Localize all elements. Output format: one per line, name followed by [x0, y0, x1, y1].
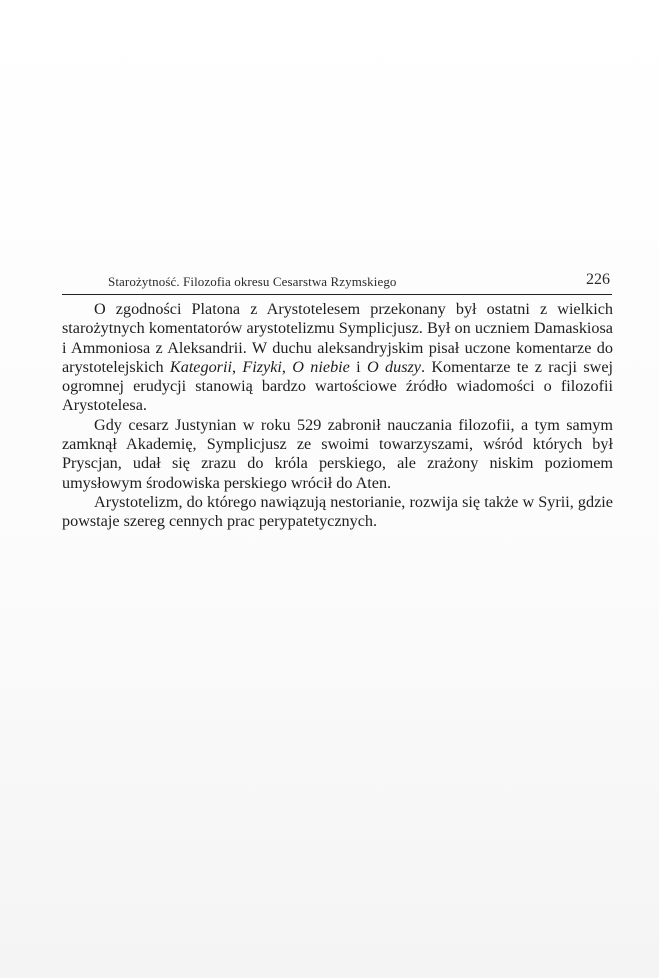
- work-title-o-duszy: O duszy: [367, 357, 421, 376]
- work-title-kategorii: Kategorii: [169, 357, 232, 376]
- paragraph-arystotelizm: Arystotelizm, do którego nawiązują nestorianie, rozwija się także w Syrii, gdzie powstaje szereg cennych prac perypatetycznych.: [62, 492, 613, 531]
- body-text: [62, 300, 613, 532]
- separator: i: [349, 357, 367, 376]
- work-title-fizyki: Fizyki: [242, 357, 282, 376]
- page-number: 226: [586, 271, 610, 288]
- paragraph-text: O zgodności Platona z Arystotelesem przekonany był ostatni z wielkich starożytnych komentatorów arystotelizmu Symplicjusz. Był on uczniem Damaskiosa i Ammoniosa z Aleksandrii. W duchu aleksandryjskim pisał uczone komentarze do arystotelejskich: [62, 300, 613, 376]
- work-title-o-niebie: O niebie: [292, 357, 350, 376]
- paragraph-symplicjusz: [62, 300, 613, 416]
- running-header: [62, 272, 612, 295]
- paragraph-text: . Komentarze te z racji swej ogromnej erudycji stanowią bardzo wartościowe źródło wiadomości o filozofii Arystotelesa.: [62, 357, 614, 415]
- running-title: Starożytność. Filozofia okresu Cesarstwa Rzymskiego: [108, 274, 397, 289]
- paragraph-justynian: Gdy cesarz Justynian w roku 529 zabronił nauczania filozofii, a tym samym zamknął Akademię, Symplicjusz ze swoimi towarzyszami, wśród których był Pryscjan, udał się zrazu do króla perskiego, ale zrażony niskim poziomem umysłowym środowiska perskiego wrócił do Aten.: [62, 415, 613, 492]
- separator: ,: [281, 357, 293, 376]
- separator: ,: [231, 357, 243, 376]
